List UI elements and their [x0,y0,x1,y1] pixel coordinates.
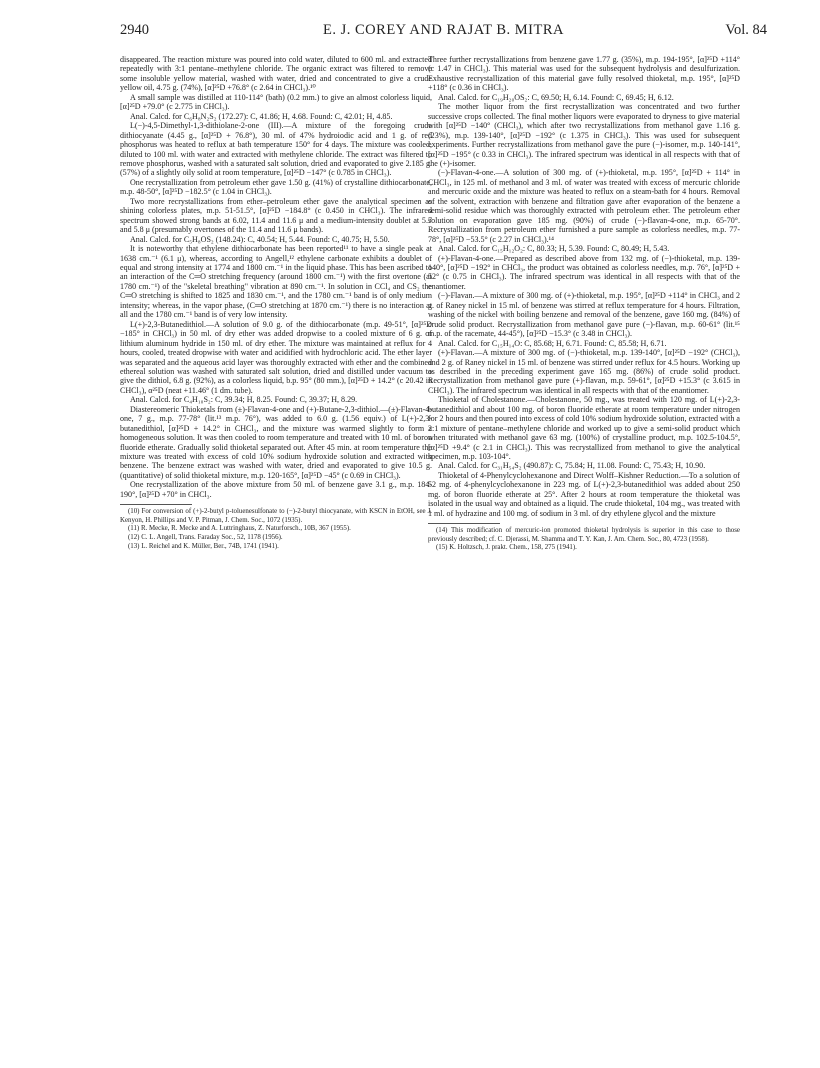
paragraph: It is noteworthy that ethylene dithiocarbonate has been reported¹¹ to have a single peak at 1638 cm.⁻¹ (6.1 μ), whereas, according to Angell,¹² ethylene carbonate exhibits a doublet of equal and strong intensity at 1774 and 1800 cm.⁻¹ in the liquid phase. This has been ascribed to an interaction of the C═O stretching frequency (around 1800 cm.⁻¹) with the first overtone (at 1780 cm.⁻¹) of the "skeletal breathing" vibration at 890 cm.⁻¹. In solution in CCl₄ and CS₂ the C═O stretching is shifted to 1825 and 1830 cm.⁻¹, and the 1780 cm.⁻¹ band is of only medium intensity; whereas, in the vapor phase, (C═O stretching at 1870 cm.⁻¹) there is no interaction at all and the 1780 cm.⁻¹ band is of very low intensity. [120,244,432,320]
paragraph: (+)-Flavan.—A mixture of 300 mg. of (−)-thioketal, m.p. 139-140°, [α]²⁵D −192° (CHCl₃), and 2 g. of Raney nickel in 15 ml. of benzene was stirred under reflux for 4.5 hours. Working up as described in the preceding experiment gave 165 mg. (86%) of crude solid product. Recrystallization from methanol gave pure (+)-flavan, m.p. 59-61°, [α]²⁵D +15.3° (c 3.615 in CHCl₃). The infrared spectrum was identical in all respects with that of the enantiomer. [428,348,740,395]
paragraph: (−)-Flavan.—A mixture of 300 mg. of (+)-thioketal, m.p. 195°, [α]²⁵D +114° in CHCl₃ and 2 g. of Raney nickel in 15 ml. of benzene was stirred at reflux temperature for 4 hours. Filtration, washing of the nickel with boiling benzene and removal of the benzene, gave 160 mg. (84%) of crude solid product. Recrystallization from methanol gave pure (−)-flavan, m.p. 60-61° (lit.¹⁵ m.p. of the racemate, 44-45°), [α]²⁵D −15.3° (c 3.48 in CHCl₃). [428,291,740,339]
footnote: (12) C. L. Angell, Trans. Faraday Soc., 52, 1178 (1956). [128,534,283,542]
paragraph: (−)-Flavan-4-one.—A solution of 300 mg. of (+)-thioketal, m.p. 195°, [α]²⁵D + 114° in CHCl₃, in 125 ml. of methanol and 3 ml. of water was treated with excess of mercuric chloride and mercuric oxide and the mixture was heated to reflux on a steam-bath for 4 hours. Removal of the solvent, extraction with benzene and filtration gave after evaporation of the benzene a semi-solid residue which was thoroughly extracted with petroleum ether. The petroleum ether solution on evaporation gave 185 mg. (90%) of crude (−)-flavan-4-one, m.p. 65-70°. Recrystallization from petroleum ether furnished a pure sample as colorless needles, m.p. 77-78°, [α]²⁵D −53.5° (c 2.27 in CHCl₃).¹⁴ [428,168,740,244]
analysis-paragraph: Anal. Calcd. for C₁₅H₁₂O₂: C, 80.33; H, 5.39. Found: C, 80.49; H, 5.43. [438,244,670,254]
footnote: (13) L. Reichel and K. Müller, Ber., 74B, 1741 (1941). [128,542,279,550]
paragraph: Diastereomeric Thioketals from (±)-Flavan-4-one and (+)-Butane-2,3-dithiol.—(±)-Flavan-4-one, 7 g., m.p. 77-78° (lit.¹³ m.p. 76°), was added to 6.0 g. (1.56 equiv.) of L(+)-2,3-butanedithiol, [α]²⁵D + 14.2° in CHCl₃, and the mixture was warmed slightly to form a homogeneous solution. It was then cooled to room temperature and treated with 10 ml. of boron fluoride etherate. Gradually solid thioketal separated out. After 45 min. at room temperature the mixture was treated with excess of cold 10% sodium hydroxide solution and extracted with benzene. The benzene extract was washed with water, dried and evaporated to give 10.5 g. (quantitative) of solid thioketal mixture, m.p. 120-165°, [α]²⁵D −45° (c 0.69 in CHCl₃). [120,404,432,480]
footnote: (10) For conversion of (+)-2-butyl p-toluenesulfonate to (−)-2-butyl thiocyanate, with KSCN in EtOH, see J. Kenyon, H. Phillips and V. P. Pitman, J. Chem. Soc., 1072 (1935). [120,508,432,524]
volume-label: Vol. 84 [725,22,767,38]
analysis-paragraph: Anal. Calcd. for C₅H₈OS₂ (148.24): C, 40.54; H, 5.44. Found: C, 40.75; H, 5.50. [130,234,390,244]
left-column [120,55,432,552]
footnote-rule [120,504,192,505]
paragraph: Thioketal of Cholestanone.—Cholestanone, 50 mg., was treated with 120 mg. of L(+)-2,3-butanedithiol and about 100 mg. of boron fluoride etherate at room temperature under nitrogen for 2 hours and then poured into excess of cold 10% sodium hydroxide solution, extracted with a 2:1 mixture of pentane–methylene chloride and worked up to give a semi-solid product which when triturated with methanol gave 63 mg. (100%) of crystalline product, m.p. 102.5-104.5°, [α]²⁵D +9.4° (c 2.1 in CHCl₃). This was recrystallized from methanol to give the analytical specimen, m.p. 103-104°. [428,395,740,462]
footnote: (15) K. Holtzsch, J. prakt. Chem., 158, 275 (1941). [436,544,577,552]
paragraph: Thioketal of 4-Phenylcyclohexanone and Direct Wolff–Kishner Reduction.—To a solution of 52 mg. of 4-phenylcyclohexanone in 223 mg. of L(+)-2,3-butanedithiol was added about 250 mg. of boron fluoride etherate at 25°. After 2 hours at room temperature the thioketal was isolated in the usual way and obtained as a liquid. The crude thioketal, 104 mg., was treated with 1 ml. of hydrazine and 100 mg. of sodium in 3 ml. of dry ethylene glycol and the mixture [428,470,740,518]
analysis-paragraph: Anal. Calcd. for C₄H₁₀S₂: C, 39.34; H, 8.25. Found: C, 39.37; H, 8.29. [130,395,358,405]
footnote-rule [428,523,500,524]
paragraph: Two more recrystallizations from ether–petroleum ether gave the analytical specimen as shining colorless plates, m.p. 51-51.5°, [α]²⁵D −184.8° (c 0.450 in CHCl₃). The infrared spectrum showed strong bands at 6.02, 11.4 and 11.6 μ and a medium-intensity doublet at 5.7 and 5.8 μ (presumably overtones of the 11.4 and 11.6 μ bands). [120,196,432,235]
footnote: (14) This modification of mercuric-ion promoted thioketal hydrolysis is superior in this case to those previously described; cf. C. Djerassi, M. Shamma and T. Y. Kan, J. Am. Chem. Soc., 80, 4723 (1958). [428,527,740,543]
paragraph: One recrystallization of the above mixture from 50 ml. of benzene gave 3.1 g., m.p. 184-190°, [α]²⁵D +70° in CHCl₃. [120,480,432,499]
paragraph: (+)-Flavan-4-one.—Prepared as described above from 132 mg. of (−)-thioketal, m.p. 139-140°, [α]²⁵D −192° in CHCl₃, the product was obtained as colorless needles, m.p. 76°, [α]²⁵D + 52° (c 0.75 in CHCl₃). The infrared spectrum was identical in all respects with that of the enantiomer. [428,253,740,291]
paragraph: Three further recrystallizations from benzene gave 1.77 g. (35%), m.p. 194-195°, [α]²⁵D +114° (c 1.47 in CHCl₃). This material was used for the subsequent hydrolysis and desulfurization. Exhaustive recrystallization of this material gave fully resolved thioketal, m.p. 195°, [α]²⁵D +118° (c 0.36 in CHCl₃). [428,55,740,93]
analysis-paragraph: Anal. Calcd. for C₆H₈N₂S₂ (172.27): C, 41.86; H, 4.68. Found: C, 42.01; H, 4.85. [130,111,393,121]
analysis-paragraph: Anal. Calcd. for C₁₅H₁₄O: C, 85.68; H, 6.71. Found: C, 85.58; H, 6.71. [438,338,667,348]
analysis-paragraph: Anal. Calcd. for C₃₁H₅₄S₂ (490.87): C, 75.84; H, 11.08. Found: C, 75.43; H, 10.90. [438,461,706,471]
right-column [428,55,740,553]
footnote: (11) R. Mecke, R. Mecke and A. Luttringhaus, Z. Naturforsch., 10B, 367 (1955). [128,525,351,533]
paragraph: L(−)-4,5-Dimethyl-1,3-dithiolane-2-one (III).—A mixture of the foregoing crude dithiocyanate (4.45 g., [α]²⁵D + 76.8°), 30 ml. of 47% hydroiodic acid and 1 g. of red phosphorus was heated to reflux at bath temperature 150° for 4 days. The mixture was cooled, diluted to 100 ml. with water and extracted with methylene chloride. The extract was filtered to remove phosphorus, washed with a saturated salt solution, dried and evaporated to give 2.185 g. (57%) of a slightly oily solid at room temperature, [α]²⁵D −147° (c 0.785 in CHCl₃). [120,121,432,178]
running-header [120,22,767,44]
paragraph: The mother liquor from the first recrystallization was concentrated and two further successive crops collected. The final mother liquors were evaporated to dryness to give material with [α]²⁵D −140° (CHCl₃), which after two recrystallizations from methanol gave 1.16 g. (23%), m.p. 139-140°, [α]²⁵D −192° (c 1.375 in CHCl₃). This was used for subsequent experiments. Further recrystallizations from methanol gave the pure (−)-isomer, m.p. 140-141°, [α]²⁵D −195° (c 0.33 in CHCl₃). The infrared spectrum was identical in all respects with that of the (+)-isomer. [428,102,740,168]
page-number: 2940 [120,22,149,38]
running-title: E. J. COREY AND RAJAT B. MITRA [323,22,564,38]
paragraph: L(+)-2,3-Butanedithiol.—A solution of 9.0 g. of the dithiocarbonate (m.p. 49-51°, [α]²⁵D −185° in CHCl₃) in 50 ml. of dry ether was added dropwise to a cooled mixture of 6 g. of lithium aluminum hydride in 150 ml. of dry ether. The mixture was maintained at reflux for 4 hours, cooled, treated dropwise with water and acidified with hydrochloric acid. The ether layer was separated and the aqueous acid layer was thoroughly extracted with ether and the combined ethereal solution was washed with saturated salt solution, dried and distilled under vacuum to give the dithiol, 6.8 g. (92%), as a colorless liquid, b.p. 95° (80 mm.), [α]²⁵D + 14.2° (c 20.42 in CHCl₃), α²⁵D (neat +11.46° (1 dm. tube). [120,319,432,395]
analysis-paragraph: Anal. Calcd. for C₁₉H₂₀OS₂: C, 69.50; H, 6.14. Found: C, 69.45; H, 6.12. [438,92,674,102]
paragraph: disappeared. The reaction mixture was poured into cold water, diluted to 600 ml. and extracted repeatedly with 3:1 pentane–methylene chloride. The organic extract was filtered to remove some insoluble yellow material, washed with water, dried and concentrated to give a crude yellow oil, 4.75 g. (74%), [α]²⁵D +76.8° (c 2.64 in CHCl₃).¹⁰ [120,55,432,93]
paragraph: A small sample was distilled at 110-114° (bath) (0.2 mm.) to give an almost colorless liquid, [α]²⁵D +79.0° (c 2.775 in CHCl₃). [120,92,432,112]
paragraph: One recrystallization from petroleum ether gave 1.50 g. (41%) of crystalline dithiocarbonate, m.p. 48-50°, [α]²⁵D −182.5° (c 1.04 in CHCl₃). [120,177,432,197]
